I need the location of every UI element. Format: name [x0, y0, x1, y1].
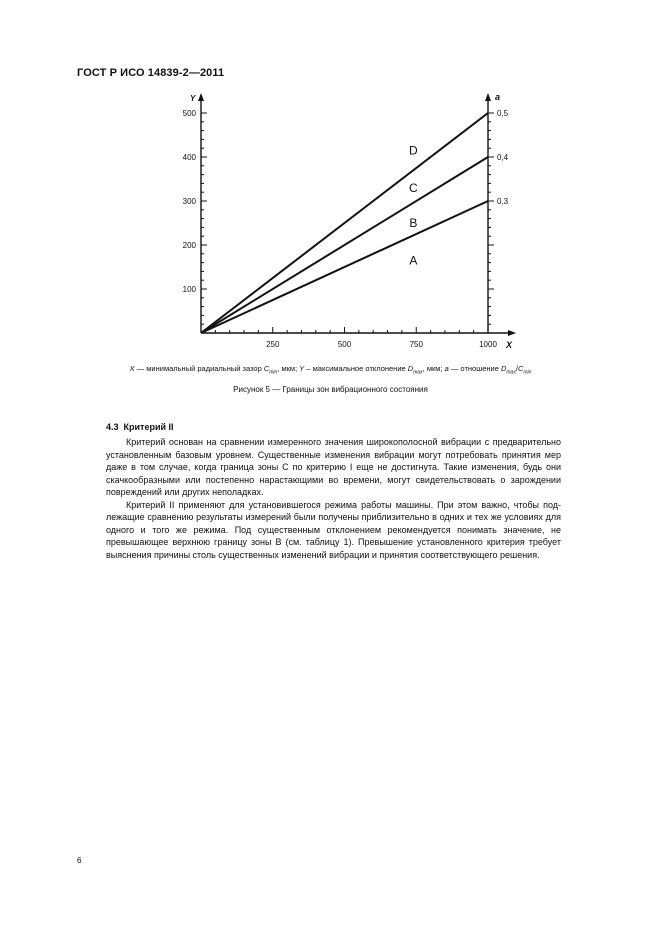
- paragraph: Критерий основан на сравнении измеренного значения широкополосной вибрации с предварительно установленным базовым уровнем. Существенные изменения вибрации могут потребовать принятия мер даже в том случае, когда граница зоны C по критерию I еще не достигнута. Такие изменения, будь они скачкообразными или постепенно нарастающими во времени, могут свидетельствовать о зарождении повреждений или других неполадках.: [106, 437, 561, 497]
- y-tick-label: 300: [182, 197, 196, 206]
- figure-legend: [40, 364, 621, 376]
- chart-series: [201, 113, 488, 333]
- y-tick-label: 100: [182, 285, 196, 294]
- legend-ratio-num: D: [500, 364, 507, 373]
- section-body: [106, 436, 561, 561]
- legend-y-sub: max: [413, 369, 423, 376]
- legend-x-sub: min: [269, 369, 278, 376]
- y2-axis-label: a: [495, 92, 501, 102]
- y-tick-label: 400: [182, 153, 196, 162]
- document-code-header: ГОСТ Р ИСО 14839-2—2011: [77, 67, 225, 79]
- x-tick-label: 250: [266, 340, 280, 349]
- legend-y-symbol: Y: [299, 364, 305, 373]
- zone-label-a: A: [409, 253, 418, 268]
- legend-x-var: C: [263, 364, 270, 373]
- legend-y-var: D: [407, 364, 414, 373]
- legend-ratio-den-sub: min: [523, 369, 532, 376]
- legend-ratio-den: C: [517, 364, 524, 373]
- zone-chart: [0, 0, 661, 360]
- y-axis-label: Y: [190, 94, 196, 103]
- legend-ratio-slash: /: [515, 364, 518, 373]
- boundary-line-0-5: [201, 113, 488, 333]
- section-heading: [106, 422, 174, 432]
- legend-x-symbol: X: [129, 364, 135, 373]
- y2-tick-label: 0,4: [497, 153, 509, 162]
- y-tick-label: 500: [182, 109, 196, 118]
- figure-caption: Рисунок 5 — Границы зон вибрационного состояния: [233, 385, 428, 394]
- zone-label-c: C: [409, 180, 418, 195]
- x-tick-label: 750: [409, 340, 423, 349]
- zone-label-d: D: [409, 143, 418, 158]
- section-title: Критерий II: [123, 422, 174, 432]
- legend-x-text: — минимальный радиальный зазор: [134, 364, 264, 373]
- legend-x-unit: , мкм;: [277, 364, 300, 373]
- y-axis-arrow: [198, 93, 204, 101]
- x-axis-label: X: [506, 340, 513, 350]
- y2-tick-label: 0,5: [497, 109, 509, 118]
- zone-label-b: B: [409, 216, 418, 230]
- section-number: 4.3: [106, 422, 119, 432]
- legend-ratio-num-sub: max: [506, 369, 516, 376]
- y-tick-label: 200: [182, 241, 196, 250]
- x-axis-arrow: [508, 330, 516, 336]
- legend-y-text: – максимальное отклонение: [304, 364, 408, 373]
- boundary-line-0-4: [201, 157, 488, 333]
- y2-tick-label: 0,3: [497, 197, 509, 206]
- legend-a-symbol: a: [444, 364, 449, 373]
- y2-axis-arrow: [485, 93, 491, 101]
- page-number: 6: [77, 856, 82, 865]
- legend-a-text: — отношение: [448, 364, 501, 373]
- paragraph: Критерий II применяют для установившегося режима работы машины. При этом важно, чтобы подлежащие сравнению результаты измерений были получены приблизительно в одних и тех же условиях для одного и того же режима. Под существенным отклонением рекомендуется понимать значение, не превышающее верхнюю границу зоны B (см. таблицу 1). Превышение установленного критерия требует выяснения причины столь существенных изменений вибрации и принятия соответствующего решения.: [106, 499, 561, 560]
- legend-y-unit: , мкм;: [422, 364, 445, 373]
- x-tick-label: 500: [337, 340, 352, 349]
- boundary-line-0-3: [201, 201, 488, 333]
- x-tick-label: 1000: [479, 340, 497, 349]
